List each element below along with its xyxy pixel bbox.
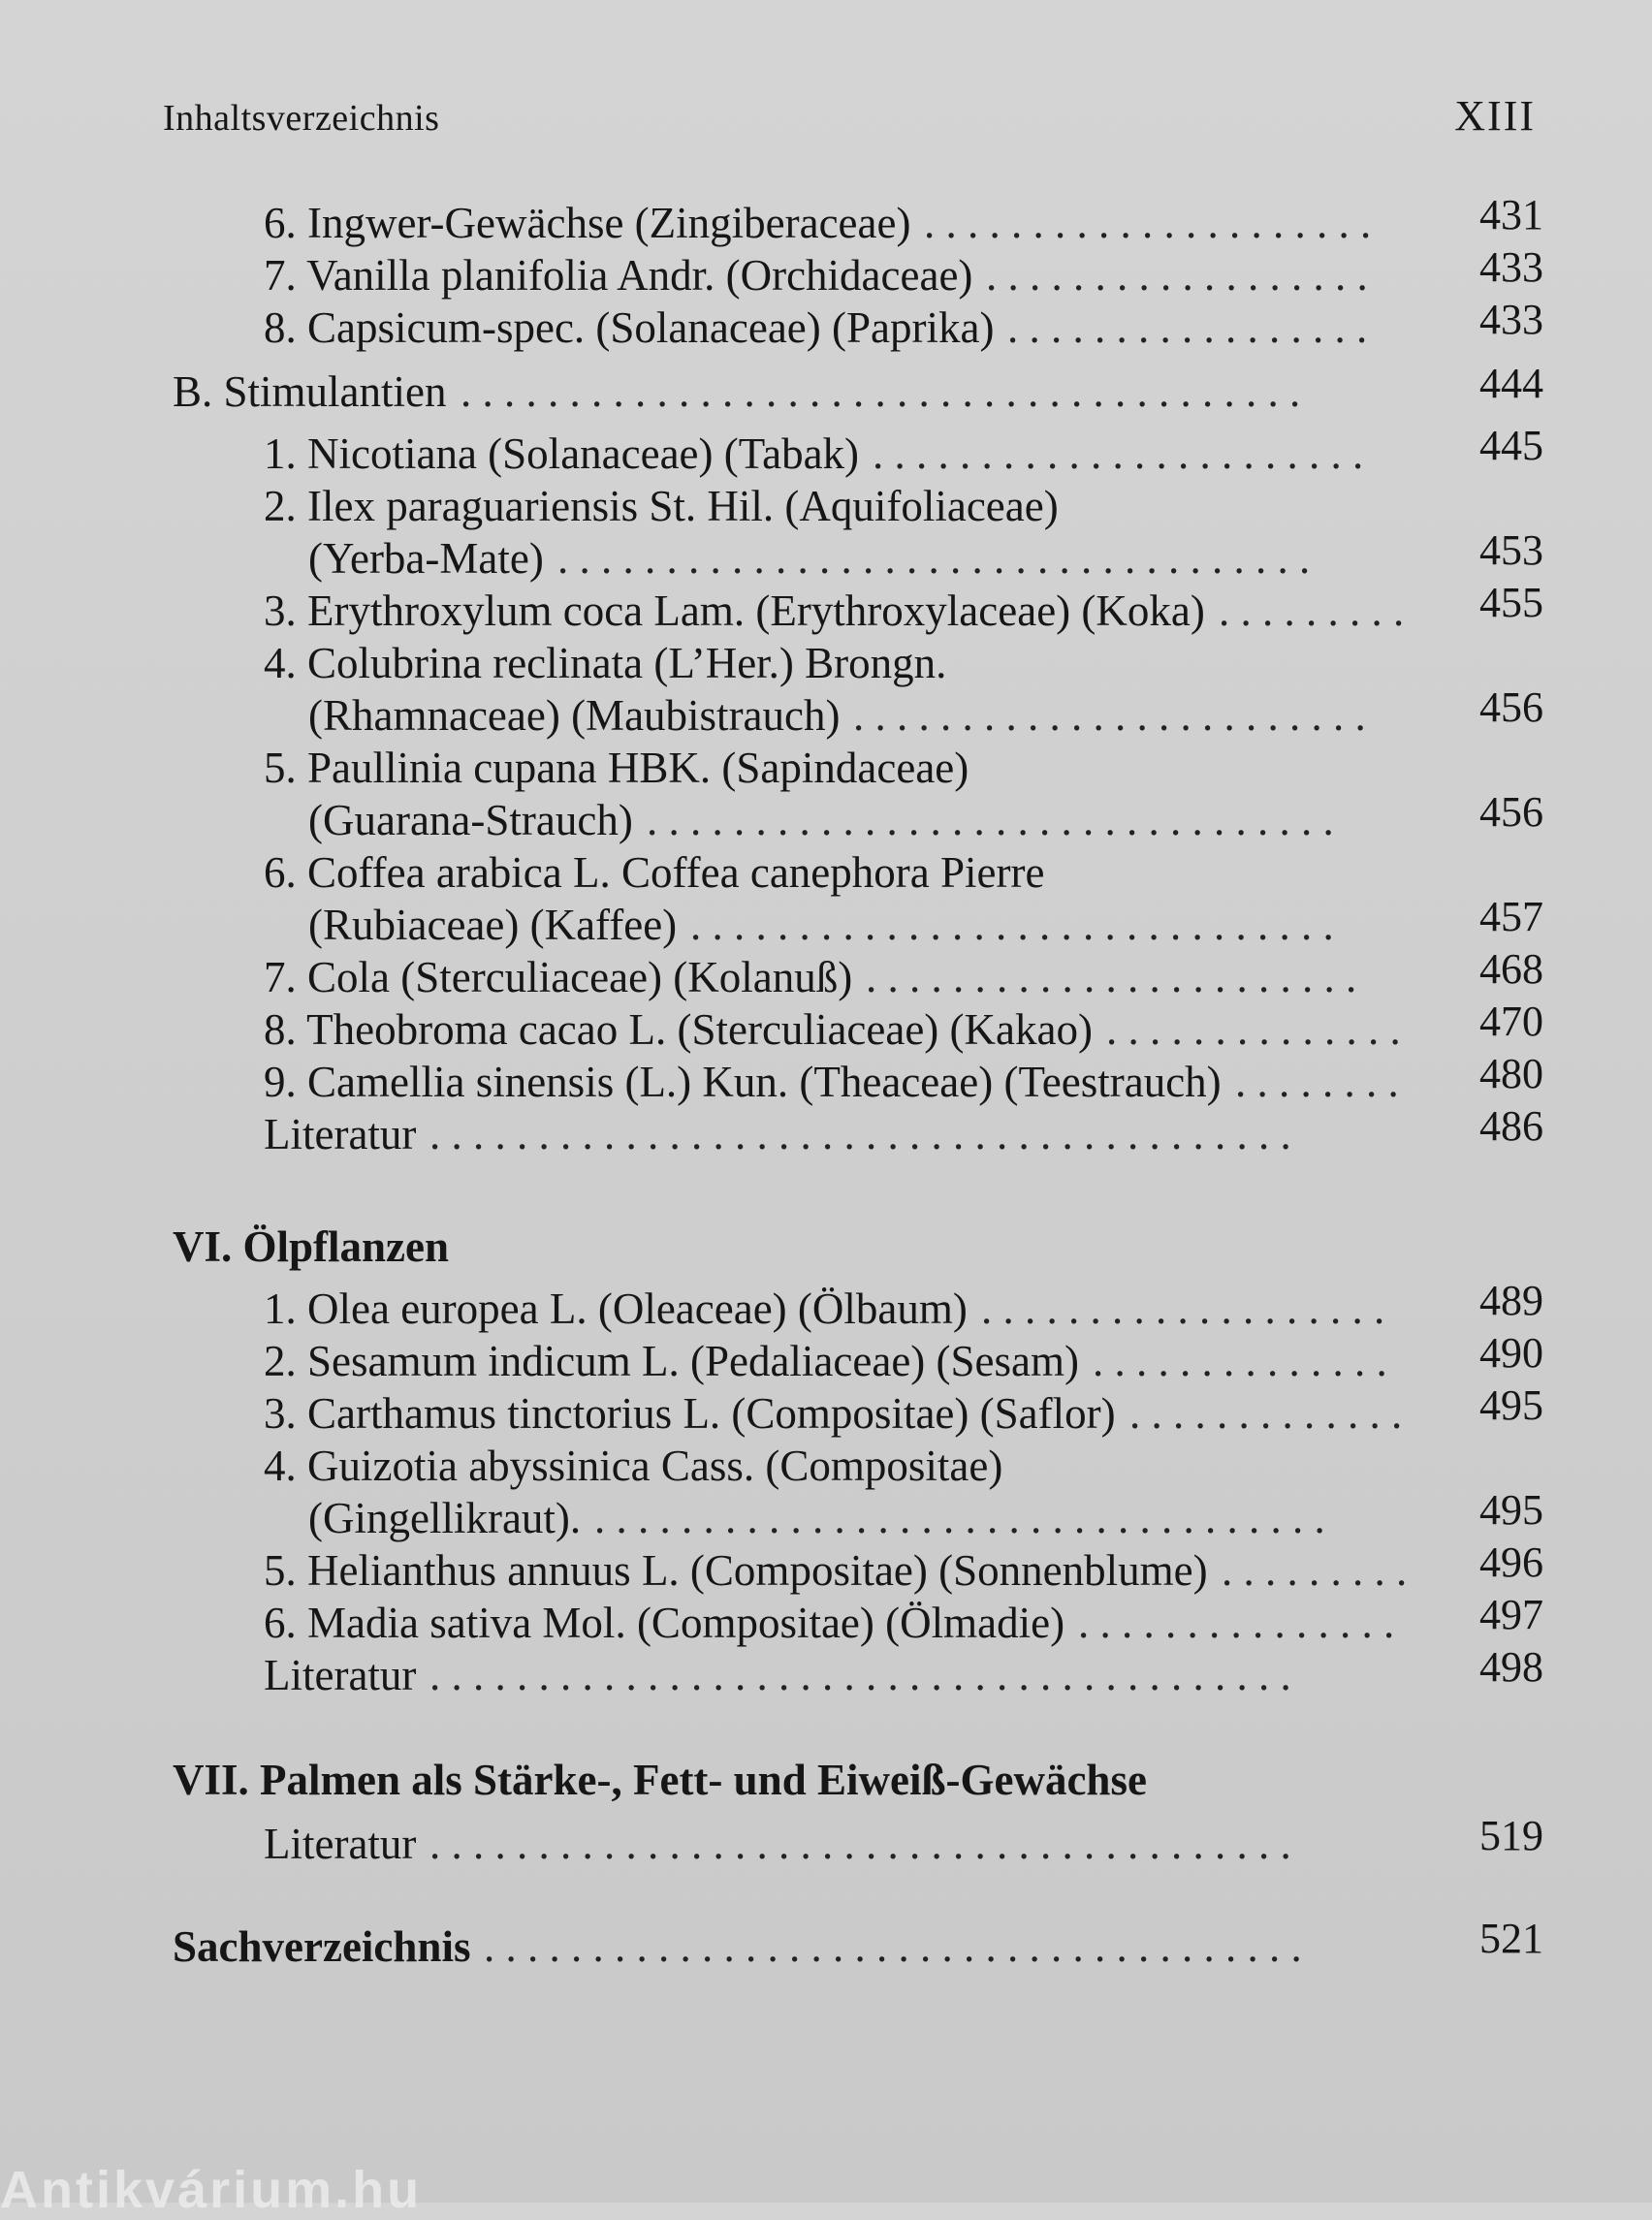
toc-entry-page: 453 [1479,526,1543,574]
leader-dots: . . . . . . . . . . . . . . [1093,1337,1387,1385]
leader-dots: . . . . . . . . . . . . . . . [1078,1599,1395,1647]
toc-entry-page: 456 [1479,788,1543,836]
toc-entry-label: 1. Olea europea L. (Oleaceae) (Ölbaum) [264,1284,968,1333]
toc-entry-label: 6. Madia sativa Mol. (Compositae) (Ölmadie) [264,1599,1065,1647]
toc-entry-page: 456 [1479,683,1543,731]
toc-entry [0,1643,1652,1702]
toc-entry [0,741,1652,795]
leader-dots: . . . . . . . . . . . . . . . . . . . . . . . . . . . . . . . . . . . . . . . . [429,1651,1291,1699]
toc-entry-label: Sachverzeichnis [173,1922,471,1971]
toc-entry [0,1102,1652,1161]
toc-entry [0,998,1652,1057]
toc-entry-continuation [0,788,1652,847]
toc-entry-page: 431 [1479,191,1543,238]
toc-entry-label: 5. Helianthus annuus L. (Compositae) (Sonnenblume) [264,1546,1208,1595]
toc-entry-label: VII. Palmen als Stärke-, Fett- und Eiweiß-Gewächse [173,1756,1147,1804]
toc-entry-label: 2. Ilex paraguariensis St. Hil. (Aquifoliaceae) [264,482,1059,530]
header-title: Inhaltsverzeichnis [163,98,440,139]
leader-dots: . . . . . . . . . . . . . . . . . . . . . . . . . . . . . . . . . . . . . . . . [429,1110,1291,1158]
toc-entry-page: 445 [1479,422,1543,469]
leader-dots: . . . . . . . . . . . . . . . . . . . . . . . . . . . . . . . . . . [594,1494,1325,1542]
toc-entry-page: 433 [1479,296,1543,343]
toc-entry-page: 457 [1479,893,1543,940]
toc-entry-label: 2. Sesamum indicum L. (Pedaliaceae) (Sesam) [264,1337,1079,1385]
leader-dots: . . . . . . . . [1235,1058,1399,1106]
toc-entry [0,1381,1652,1441]
toc-entry-label: 3. Carthamus tinctorius L. (Compositae) (Saflor) [264,1389,1116,1438]
toc-entry-label: (Gingellikraut). [308,1494,582,1542]
toc-entry-page: 433 [1479,243,1543,291]
toc-entry-page: 490 [1479,1329,1543,1377]
toc-entry-label: 4. Colubrina reclinata (L’Her.) Brongn. [264,639,947,687]
toc-chapter-heading [0,1220,1652,1274]
toc-entry-label: 7. Cola (Sterculiaceae) (Kolanuß) [264,953,853,1001]
toc-entry [0,422,1652,481]
leader-dots: . . . . . . . . . . . . . [1129,1389,1403,1438]
leader-dots: . . . . . . . . . . . . . . . . . . . . . . . . . . . . . . [690,901,1334,949]
toc-entry [0,945,1652,1004]
toc-entry-label: 7. Vanilla planifolia Andr. (Orchidaceae) [264,251,973,300]
toc-entry-page: 480 [1479,1050,1543,1097]
leader-dots: . . . . . . . . . [1222,1546,1408,1595]
toc-entry [0,243,1652,302]
toc-entry-page: 444 [1479,360,1543,407]
leader-dots: . . . . . . . . . . . . . . . . . [1007,303,1368,352]
toc-entry-label: 8. Theobroma cacao L. (Sterculiaceae) (Kakao) [264,1005,1093,1054]
toc-entry-label: (Rhamnaceae) (Maubistrauch) [308,691,841,740]
leader-dots: . . . . . . . . . . . . . . . . . . . . . . . [873,429,1364,478]
toc-entry-page: 498 [1479,1643,1543,1691]
toc-entry-label: Literatur [264,1110,417,1158]
toc-entry-continuation [0,683,1652,743]
toc-entry-label: 8. Capsicum-spec. (Solanaceae) (Paprika) [264,303,995,352]
toc-entry-label: 1. Nicotiana (Solanaceae) (Tabak) [264,429,860,478]
toc-entry [0,1050,1652,1109]
toc-entry-label: Literatur [264,1651,417,1699]
leader-dots: . . . . . . . . . . . . . . . . . . . [981,1284,1385,1333]
toc-chapter-heading [0,1753,1652,1807]
leader-dots: . . . . . . . . . . . . . . . . . . [986,251,1368,300]
toc-entry-label: Literatur [264,1820,417,1868]
toc-entry [0,579,1652,638]
toc-entry-label: (Yerba-Mate) [308,534,544,583]
toc-entry [0,1591,1652,1650]
watermark: Antikvárium.hu [0,2161,423,2219]
leader-dots: . . . . . . . . . . . . . . . . . . . . . [924,199,1372,247]
toc-entry [0,296,1652,355]
toc-entry-page: 519 [1479,1812,1543,1859]
toc-entry-page: 521 [1479,1915,1543,1962]
toc-entry-continuation [0,1486,1652,1545]
page-header [163,92,1536,155]
toc-entry [0,1439,1652,1493]
toc-entry-page: 496 [1479,1538,1543,1586]
toc-entry-page: 470 [1479,998,1543,1045]
toc-section [0,360,1652,419]
toc-entry-page: 455 [1479,579,1543,626]
toc-entry-label: 4. Guizotia abyssinica Cass. (Compositae) [264,1442,1003,1490]
leader-dots: . . . . . . . . . . . . . . . . . . . . . . . . [853,691,1366,740]
toc-entry-label: VI. Ölpflanzen [173,1222,450,1271]
toc-entry-label: 3. Erythroxylum coca Lam. (Erythroxylaceae) (Koka) [264,587,1205,635]
toc-entry-label: B. Stimulantien [173,367,447,416]
leader-dots: . . . . . . . . . . . . . . . . . . . . . . . . . . . . . . . . . . . . . . [484,1922,1302,1971]
toc-entry [0,1812,1652,1871]
toc-entry-label: 9. Camellia sinensis (L.) Kun. (Theaceae) (Teestrauch) [264,1058,1222,1106]
toc-entry-label: (Guarana-Strauch) [308,796,633,844]
toc-entry-page: 495 [1479,1486,1543,1534]
toc-entry-page: 486 [1479,1102,1543,1150]
leader-dots: . . . . . . . . . . . . . . [1106,1005,1401,1054]
toc-entry-page: 497 [1479,1591,1543,1638]
leader-dots: . . . . . . . . . [1219,587,1405,635]
toc-entry [0,191,1652,250]
header-page-number: XIII [1454,92,1536,140]
toc-entry-continuation [0,526,1652,586]
toc-entry [0,845,1652,900]
leader-dots: . . . . . . . . . . . . . . . . . . . . . . . . . . . . . . . . . . . . . . . [461,367,1301,416]
leader-dots: . . . . . . . . . . . . . . . . . . . . . . . . . . . . . . . . [647,796,1334,844]
toc-index-entry [0,1915,1652,1974]
toc-entry-continuation [0,893,1652,952]
toc-entry [0,479,1652,533]
leader-dots: . . . . . . . . . . . . . . . . . . . . . . . . . . . . . . . . . . . . . . . . [429,1820,1291,1868]
toc-entry-label: (Rubiaceae) (Kaffee) [308,901,678,949]
toc-entry [0,636,1652,690]
toc-entry-label: 6. Coffea arabica L. Coffea canephora Pierre [264,848,1045,897]
toc-entry [0,1329,1652,1388]
toc-entry-page: 468 [1479,945,1543,993]
toc-entry-page: 495 [1479,1381,1543,1429]
toc-entry [0,1538,1652,1598]
toc-entry-label: 6. Ingwer-Gewächse (Zingiberaceae) [264,199,911,247]
toc-entry-page: 489 [1479,1277,1543,1324]
toc-entry [0,1277,1652,1336]
toc-entry-label: 5. Paullinia cupana HBK. (Sapindaceae) [264,744,969,792]
leader-dots: . . . . . . . . . . . . . . . . . . . . . . . . . . . . . . . . . . . [557,534,1311,583]
leader-dots: . . . . . . . . . . . . . . . . . . . . . . . [866,953,1357,1001]
